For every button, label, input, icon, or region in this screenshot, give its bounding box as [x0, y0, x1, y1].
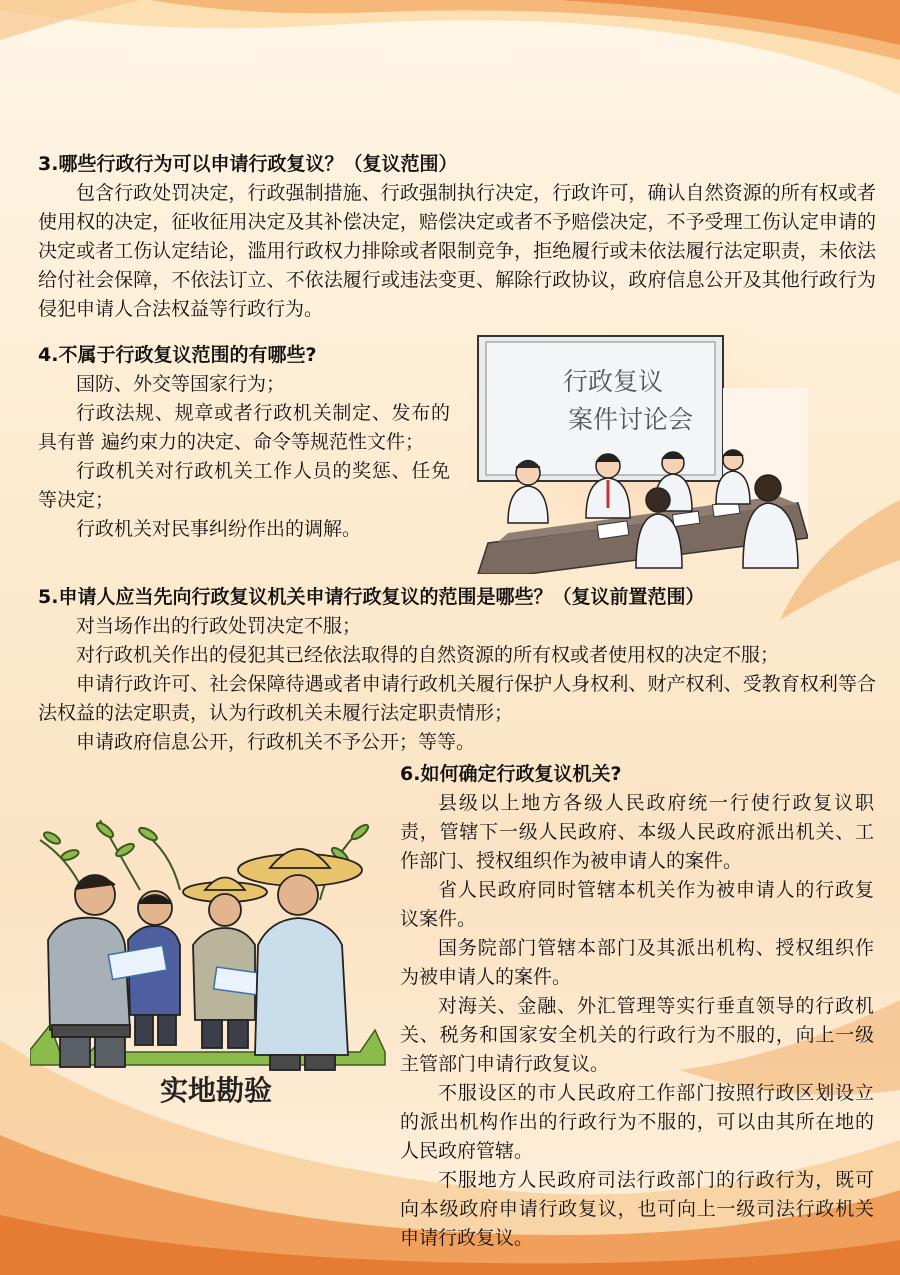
- section-prerequisite-scope: [38, 583, 876, 757]
- field-caption: 实地勘验: [160, 1074, 273, 1107]
- section-title: 4.不属于行政复议范围的有哪些?: [38, 344, 317, 366]
- section-title: 6.如何确定行政复议机关?: [400, 763, 622, 785]
- section-paragraph: 对当场作出的行政处罚决定不服；: [76, 615, 362, 637]
- section-paragraph: 国防、外交等国家行为；: [76, 373, 286, 395]
- field-survey-illustration: [30, 820, 390, 1110]
- section-paragraph: 省人民政府同时管辖本机关作为被申请人的行政复议案件。: [400, 879, 874, 930]
- section-paragraph: 对海关、金融、外汇管理等实行垂直领导的行政机关、税务和国家安全机关的行政行为不服的，向上一级主管部门申请行政复议。: [400, 995, 874, 1075]
- section-title: 3.哪些行政行为可以申请行政复议？（复议范围）: [38, 153, 458, 175]
- section-title: 5.申请人应当先向行政复议机关申请行政复议的范围是哪些？（复议前置范围）: [38, 586, 705, 608]
- meeting-illustration: [468, 328, 808, 574]
- section-paragraph: 县级以上地方各级人民政府统一行使行政复议职责，管辖下一级人民政府、本级人民政府派出机关、工作部门、授权组织作为被申请人的案件。: [400, 792, 874, 872]
- section-review-authority: [400, 760, 874, 1253]
- section-paragraph: 行政机关对民事纠纷作出的调解。: [76, 518, 362, 540]
- section-paragraph: 不服设区的市人民政府工作部门按照行政区划设立的派出机构作出的行政行为不服的，可以由其所在地的人民政府管辖。: [400, 1082, 874, 1162]
- section-paragraph: 申请政府信息公开，行政机关不予公开；等等。: [76, 731, 476, 753]
- section-paragraph: 包含行政处罚决定，行政强制措施、行政强制执行决定，行政许可，确认自然资源的所有权或者使用权的决定，征收征用决定及其补偿决定，赔偿决定或者不予赔偿决定，不予受理工伤认定申请的决定或者工伤认定结论，滥用行政权力排除或者限制竞争，拒绝履行或未依法履行法定职责，未依法给付社会保障，不依法订立、不依法履行或违法变更、解除行政协议，政府信息公开及其他行政行为侵犯申请人合法权益等行政行为。: [38, 182, 876, 320]
- screen-title-line2: 案件讨论会: [568, 405, 694, 434]
- section-review-scope: [38, 150, 876, 324]
- section-paragraph: 行政法规、规章或者行政机关制定、发布的具有普 遍约束力的决定、命令等规范性文件；: [38, 402, 450, 453]
- screen-title-line1: 行政复议: [563, 367, 664, 396]
- section-paragraph: 申请行政许可、社会保障待遇或者申请行政机关履行保护人身权利、财产权利、受教育权利等合法权益的法定职责，认为行政机关未履行法定职责情形；: [38, 673, 876, 724]
- section-paragraph: 国务院部门管辖本部门及其派出机构、授权组织作为被申请人的案件。: [400, 937, 874, 988]
- section-not-in-scope: [38, 341, 450, 544]
- section-paragraph: 对行政机关作出的侵犯其已经依法取得的自然资源的所有权或者使用权的决定不服；: [76, 644, 780, 666]
- section-paragraph: 行政机关对行政机关工作人员的奖惩、任免等决定；: [38, 460, 450, 511]
- section-paragraph: 不服地方人民政府司法行政部门的行政行为，既可向本级政府申请行政复议，也可向上一级司法行政机关申请行政复议。: [400, 1169, 874, 1249]
